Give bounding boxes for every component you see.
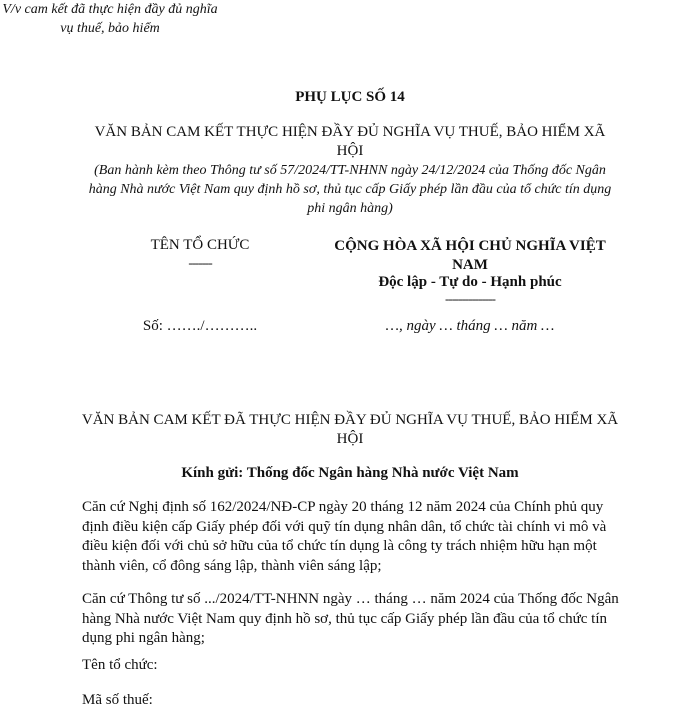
reference-number: Số: ……./……….. bbox=[142, 318, 258, 334]
organization-name-label: TÊN TỔ CHỨC bbox=[150, 237, 250, 253]
paragraph-legal-basis-circular: Căn cứ Thông tư số .../2024/TT-NHNN ngày … tháng … năm 2024 của Thống đốc Ngân hàng Nhà nước Việt Nam quy định hồ sơ, thủ tục cấp Giấy phép lần đầu của tổ chức tín dụng phi ngân hàng; bbox=[82, 591, 619, 646]
place-date: …, ngày … tháng … năm … bbox=[385, 318, 555, 334]
organization-divider: ------- bbox=[188, 255, 212, 270]
field-organization-name: Tên tổ chức: bbox=[82, 657, 158, 673]
motto-divider: --------------- bbox=[445, 291, 495, 306]
issued-note: (Ban hành kèm theo Thông tư số 57/2024/TT-NHNN ngày 24/12/2024 của Thống đốc Ngân hàng Nhà nước Việt Nam quy định hồ sơ, thủ tục cấp Giấy phép lần đầu của tổ chức tín dụng phi ngân hàng) bbox=[88, 163, 612, 216]
country-name: CỘNG HÒA XÃ HỘI CHỦ NGHĨA VIỆT NAM bbox=[334, 238, 606, 273]
appendix-title: PHỤ LỤC SỐ 14 bbox=[295, 89, 405, 105]
subject-note: V/v cam kết đã thực hiện đầy đủ nghĩa vụ thuế, bảo hiểm bbox=[2, 2, 218, 36]
national-motto: Độc lập - Tự do - Hạnh phúc bbox=[378, 274, 562, 290]
body-heading: VĂN BẢN CAM KẾT ĐÃ THỰC HIỆN ĐẦY ĐỦ NGHĨA VỤ THUẾ, BẢO HIỂM XÃ HỘI bbox=[81, 412, 619, 447]
document-heading: VĂN BẢN CAM KẾT THỰC HIỆN ĐẦY ĐỦ NGHĨA VỤ THUẾ, BẢO HIỂM XÃ HỘI bbox=[94, 124, 606, 159]
paragraph-legal-basis-decree: Căn cứ Nghị định số 162/2024/NĐ-CP ngày 20 tháng 12 năm 2024 của Chính phủ quy định điều kiện cấp Giấy phép đối với quỹ tín dụng nhân dân, tổ chức tài chính vi mô và điều kiện đối với chủ sở hữu của tổ chức tín dụng là công ty trách nhiệm hữu hạn một thành viên, cổ đông sáng lập, thành viên sáng lập; bbox=[82, 499, 607, 574]
addressee: Kính gửi: Thống đốc Ngân hàng Nhà nước Việt Nam bbox=[181, 465, 519, 481]
field-tax-code: Mã số thuế: bbox=[82, 692, 153, 708]
